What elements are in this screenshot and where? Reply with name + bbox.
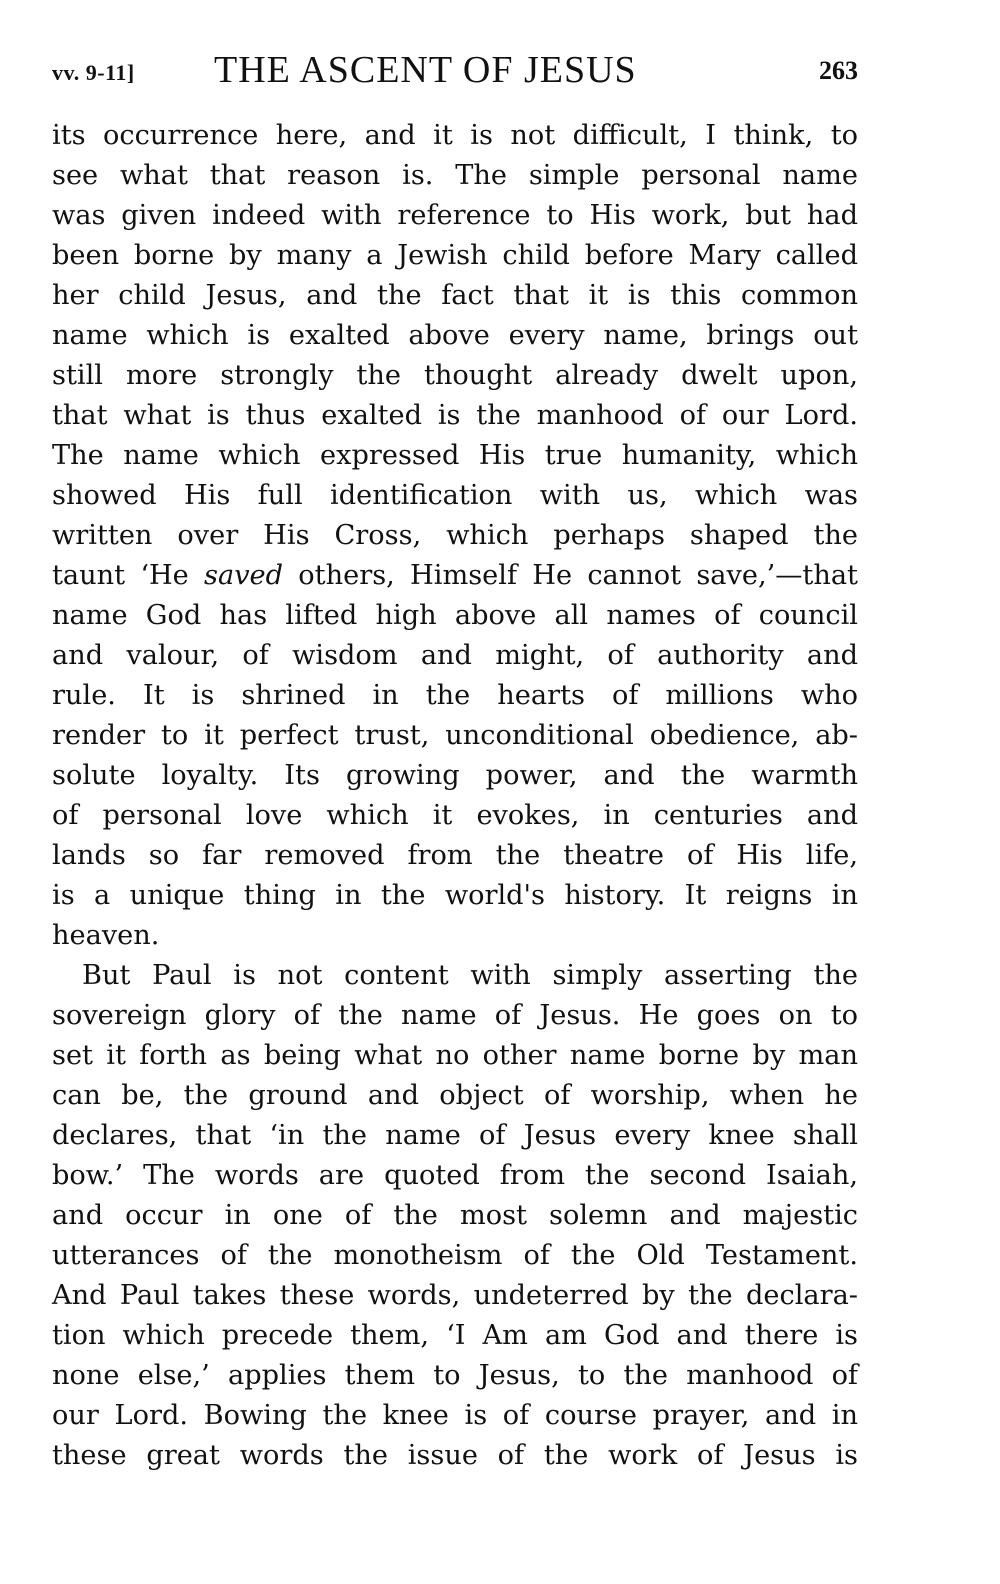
text-line: is a unique thing in the world's history. It reigns in bbox=[52, 880, 858, 911]
text-line: sovereign glory of the name of Jesus. He goes on to bbox=[52, 1000, 858, 1031]
text-line: declares, that ‘in the name of Jesus every knee shall bbox=[52, 1120, 858, 1151]
text-line: none else,’ applies them to Jesus, to the manhood of bbox=[52, 1360, 858, 1391]
text-line: heaven. bbox=[52, 920, 160, 951]
text-line: of personal love which it evokes, in centuries and bbox=[52, 800, 858, 831]
text-line: But Paul is not content with simply asserting the bbox=[82, 960, 858, 991]
text-line: showed His full identification with us, which was bbox=[52, 480, 858, 511]
text-line: name God has lifted high above all names of council bbox=[52, 600, 858, 631]
text-line: been borne by many a Jewish child before Mary called bbox=[52, 240, 858, 271]
text-line: still more strongly the thought already dwelt upon, bbox=[52, 360, 858, 391]
italic-word: saved bbox=[204, 560, 284, 591]
text-line: that what is thus exalted is the manhood of our Lord. bbox=[52, 400, 858, 431]
text-line: written over His Cross, which perhaps shaped the bbox=[52, 520, 858, 551]
text-line: and valour, of wisdom and might, of authority and bbox=[52, 640, 858, 671]
text-line: tion which precede them, ‘I Am am God and there is bbox=[52, 1320, 858, 1351]
text-line: set it forth as being what no other name borne by man bbox=[52, 1040, 858, 1071]
text-line-with-italic bbox=[52, 556, 858, 596]
book-page bbox=[52, 44, 858, 1476]
text-line: see what that reason is. The simple personal name bbox=[52, 160, 858, 191]
body-text bbox=[52, 116, 858, 1476]
text-line: its occurrence here, and it is not difficult, I think, to bbox=[52, 120, 858, 151]
page-number: 263 bbox=[819, 56, 858, 85]
text-line: lands so far removed from the theatre of His life, bbox=[52, 840, 858, 871]
paragraph-2 bbox=[52, 956, 858, 1476]
text-line: bow.’ The words are quoted from the second Isaiah, bbox=[52, 1160, 858, 1191]
text-line: And Paul takes these words, undeterred by the declara- bbox=[52, 1280, 858, 1311]
verse-reference: vv. 9-11] bbox=[52, 60, 135, 85]
running-head bbox=[52, 44, 858, 102]
text-line: solute loyalty. Its growing power, and the warmth bbox=[52, 760, 858, 791]
text-line: rule. It is shrined in the hearts of millions who bbox=[52, 680, 858, 711]
text-line: these great words the issue of the work of Jesus is bbox=[52, 1440, 858, 1471]
text-line: can be, the ground and object of worship, when he bbox=[52, 1080, 858, 1111]
line-segment: others, Himself He cannot save,’—that bbox=[283, 560, 858, 591]
running-title: THE ASCENT OF JESUS bbox=[214, 49, 637, 91]
line-segment: taunt ‘He bbox=[52, 560, 205, 591]
text-line: our Lord. Bowing the knee is of course prayer, and in bbox=[52, 1400, 858, 1431]
text-line: was given indeed with reference to His work, but had bbox=[52, 200, 858, 231]
text-line: render to it perfect trust, unconditional obedience, ab- bbox=[52, 720, 858, 751]
text-line: and occur in one of the most solemn and majestic bbox=[52, 1200, 858, 1231]
paragraph-1 bbox=[52, 116, 858, 956]
text-line: her child Jesus, and the fact that it is this common bbox=[52, 280, 858, 311]
text-line: utterances of the monotheism of the Old Testament. bbox=[52, 1240, 858, 1271]
text-line: name which is exalted above every name, brings out bbox=[52, 320, 858, 351]
text-line: The name which expressed His true humanity, which bbox=[52, 440, 858, 471]
